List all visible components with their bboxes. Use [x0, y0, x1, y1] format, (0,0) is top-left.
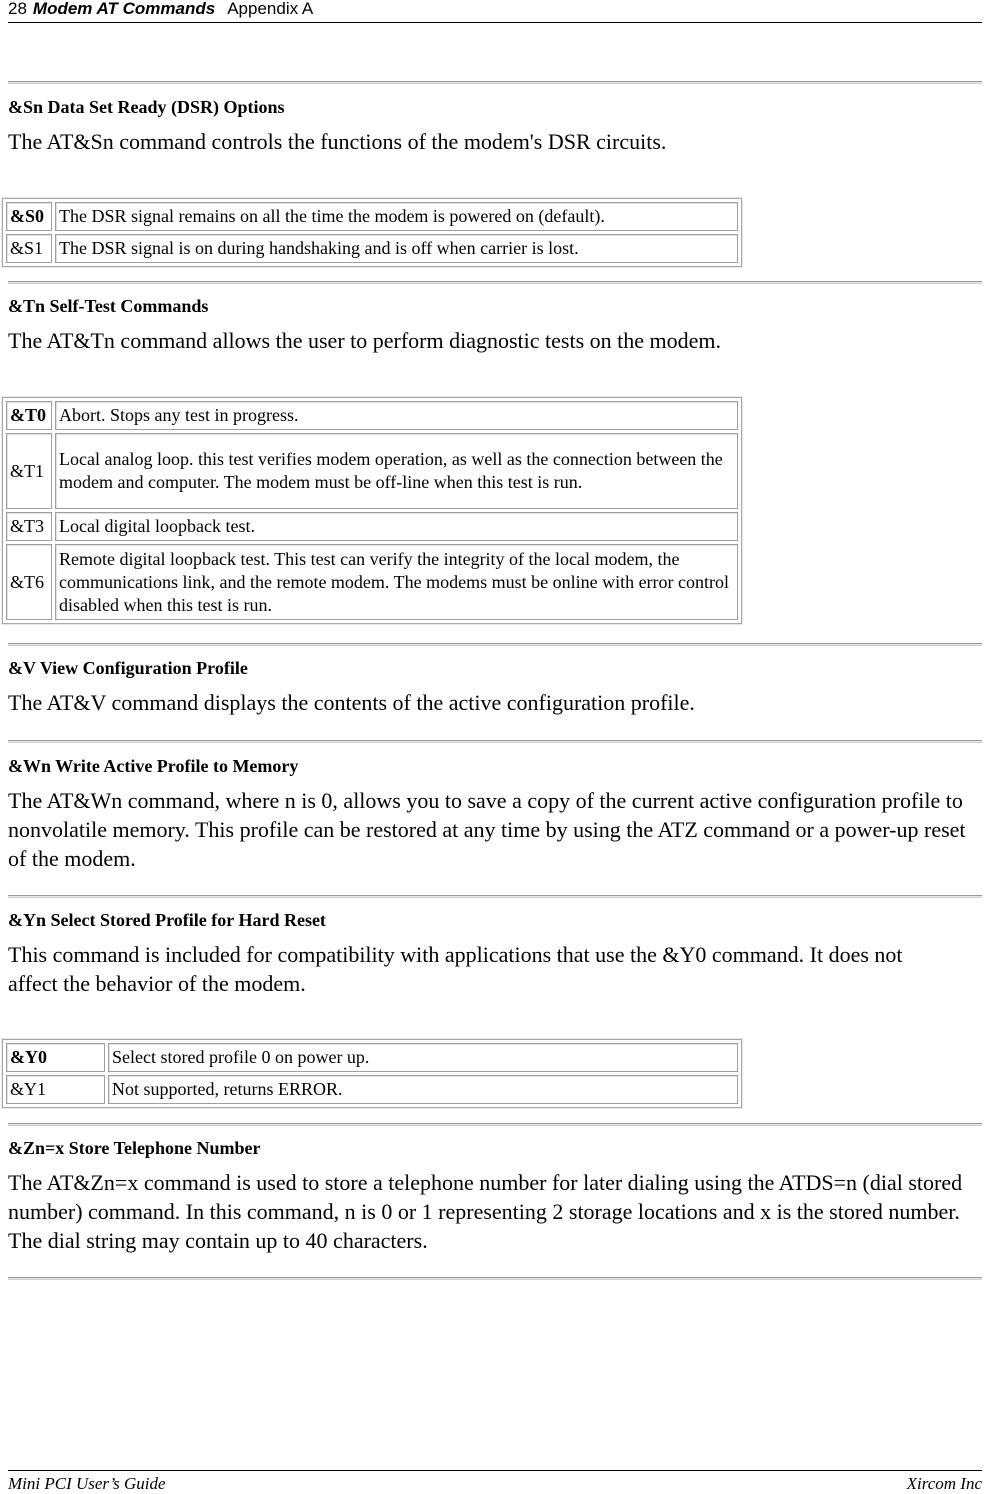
command-code: &T0 — [6, 401, 52, 430]
sn-options-table — [2, 198, 742, 267]
section-text: The AT&V command displays the contents of the active configuration profile. — [8, 690, 695, 715]
section-text: This command is included for compatibility with applications that use the &Y0 command. It does not affect the behavior of the modem. — [8, 942, 903, 996]
chapter-subtitle: Appendix A — [227, 0, 314, 18]
section-text: The AT&Sn command controls the functions of the modem's DSR circuits. — [8, 129, 667, 154]
footer-guide-title: Mini PCI User’s Guide — [8, 1474, 166, 1493]
footer-company: Xircom Inc — [906, 1474, 982, 1493]
section-zn — [8, 1137, 982, 1255]
running-footer — [8, 1470, 982, 1492]
table-row — [6, 202, 738, 231]
table-row — [6, 512, 738, 541]
section-divider — [8, 643, 982, 645]
section-divider — [8, 740, 982, 742]
tn-tests-table — [2, 397, 742, 624]
command-code: &T3 — [6, 512, 52, 541]
command-code: &S0 — [6, 202, 52, 231]
command-code: &Y1 — [6, 1075, 105, 1104]
command-description: Abort. Stops any test in progress. — [55, 401, 738, 430]
section-heading: &Yn Select Stored Profile for Hard Reset — [8, 910, 326, 930]
yn-profile-table — [2, 1039, 742, 1108]
section-text: The AT&Zn=x command is used to store a telephone number for later dialing using the ATDS=n (dial stored number) command. In this command, n is 0 or 1 representing 2 storage locations and x is the stored number. The dial string may contain up to 40 characters. — [8, 1170, 963, 1253]
command-description: Local analog loop. this test verifies modem operation, as well as the connection between the modem and computer. The modem must be off-line when this test is run. — [55, 433, 738, 509]
section-wn — [8, 755, 982, 873]
running-header — [8, 0, 982, 23]
chapter-title: Modem AT Commands — [32, 0, 216, 18]
section-text: The AT&Wn command, where n is 0, allows you to save a copy of the current active configuration profile to nonvolatile memory. This profile can be restored at any time by using the ATZ command or a power-up reset of the modem. — [8, 788, 966, 871]
table-row — [6, 1075, 738, 1104]
command-code: &T6 — [6, 544, 52, 620]
command-code: &Y0 — [6, 1043, 105, 1072]
command-description: Select stored profile 0 on power up. — [108, 1043, 738, 1072]
section-divider — [8, 81, 982, 83]
table-row — [6, 433, 738, 509]
command-description: The DSR signal is on during handshaking and is off when carrier is lost. — [55, 234, 738, 263]
section-heading: &Sn Data Set Ready (DSR) Options — [8, 97, 285, 117]
page-number: 28 — [8, 0, 27, 18]
section-divider — [8, 281, 982, 283]
section-tn — [8, 295, 982, 355]
command-code: &T1 — [6, 433, 52, 509]
section-divider — [8, 1123, 982, 1125]
command-description: Not supported, returns ERROR. — [108, 1075, 738, 1104]
table-row — [6, 1043, 738, 1072]
section-heading: &Tn Self-Test Commands — [8, 296, 209, 316]
table-row — [6, 401, 738, 430]
section-sn — [8, 96, 982, 156]
command-description: Local digital loopback test. — [55, 512, 738, 541]
section-yn — [8, 909, 982, 998]
section-v — [8, 657, 982, 717]
command-description: The DSR signal remains on all the time the modem is powered on (default). — [55, 202, 738, 231]
command-code: &S1 — [6, 234, 52, 263]
section-divider — [8, 1277, 982, 1279]
section-divider — [8, 895, 982, 897]
section-heading: &V View Configuration Profile — [8, 658, 248, 678]
section-text: The AT&Tn command allows the user to perform diagnostic tests on the modem. — [8, 328, 722, 353]
section-heading: &Wn Write Active Profile to Memory — [8, 756, 299, 776]
section-heading: &Zn=x Store Telephone Number — [8, 1138, 261, 1158]
command-description: Remote digital loopback test. This test can verify the integrity of the local modem, the communications link, and the remote modem. The modems must be online with error control disabled when this test is run. — [55, 544, 738, 620]
table-row — [6, 544, 738, 620]
table-row — [6, 234, 738, 263]
